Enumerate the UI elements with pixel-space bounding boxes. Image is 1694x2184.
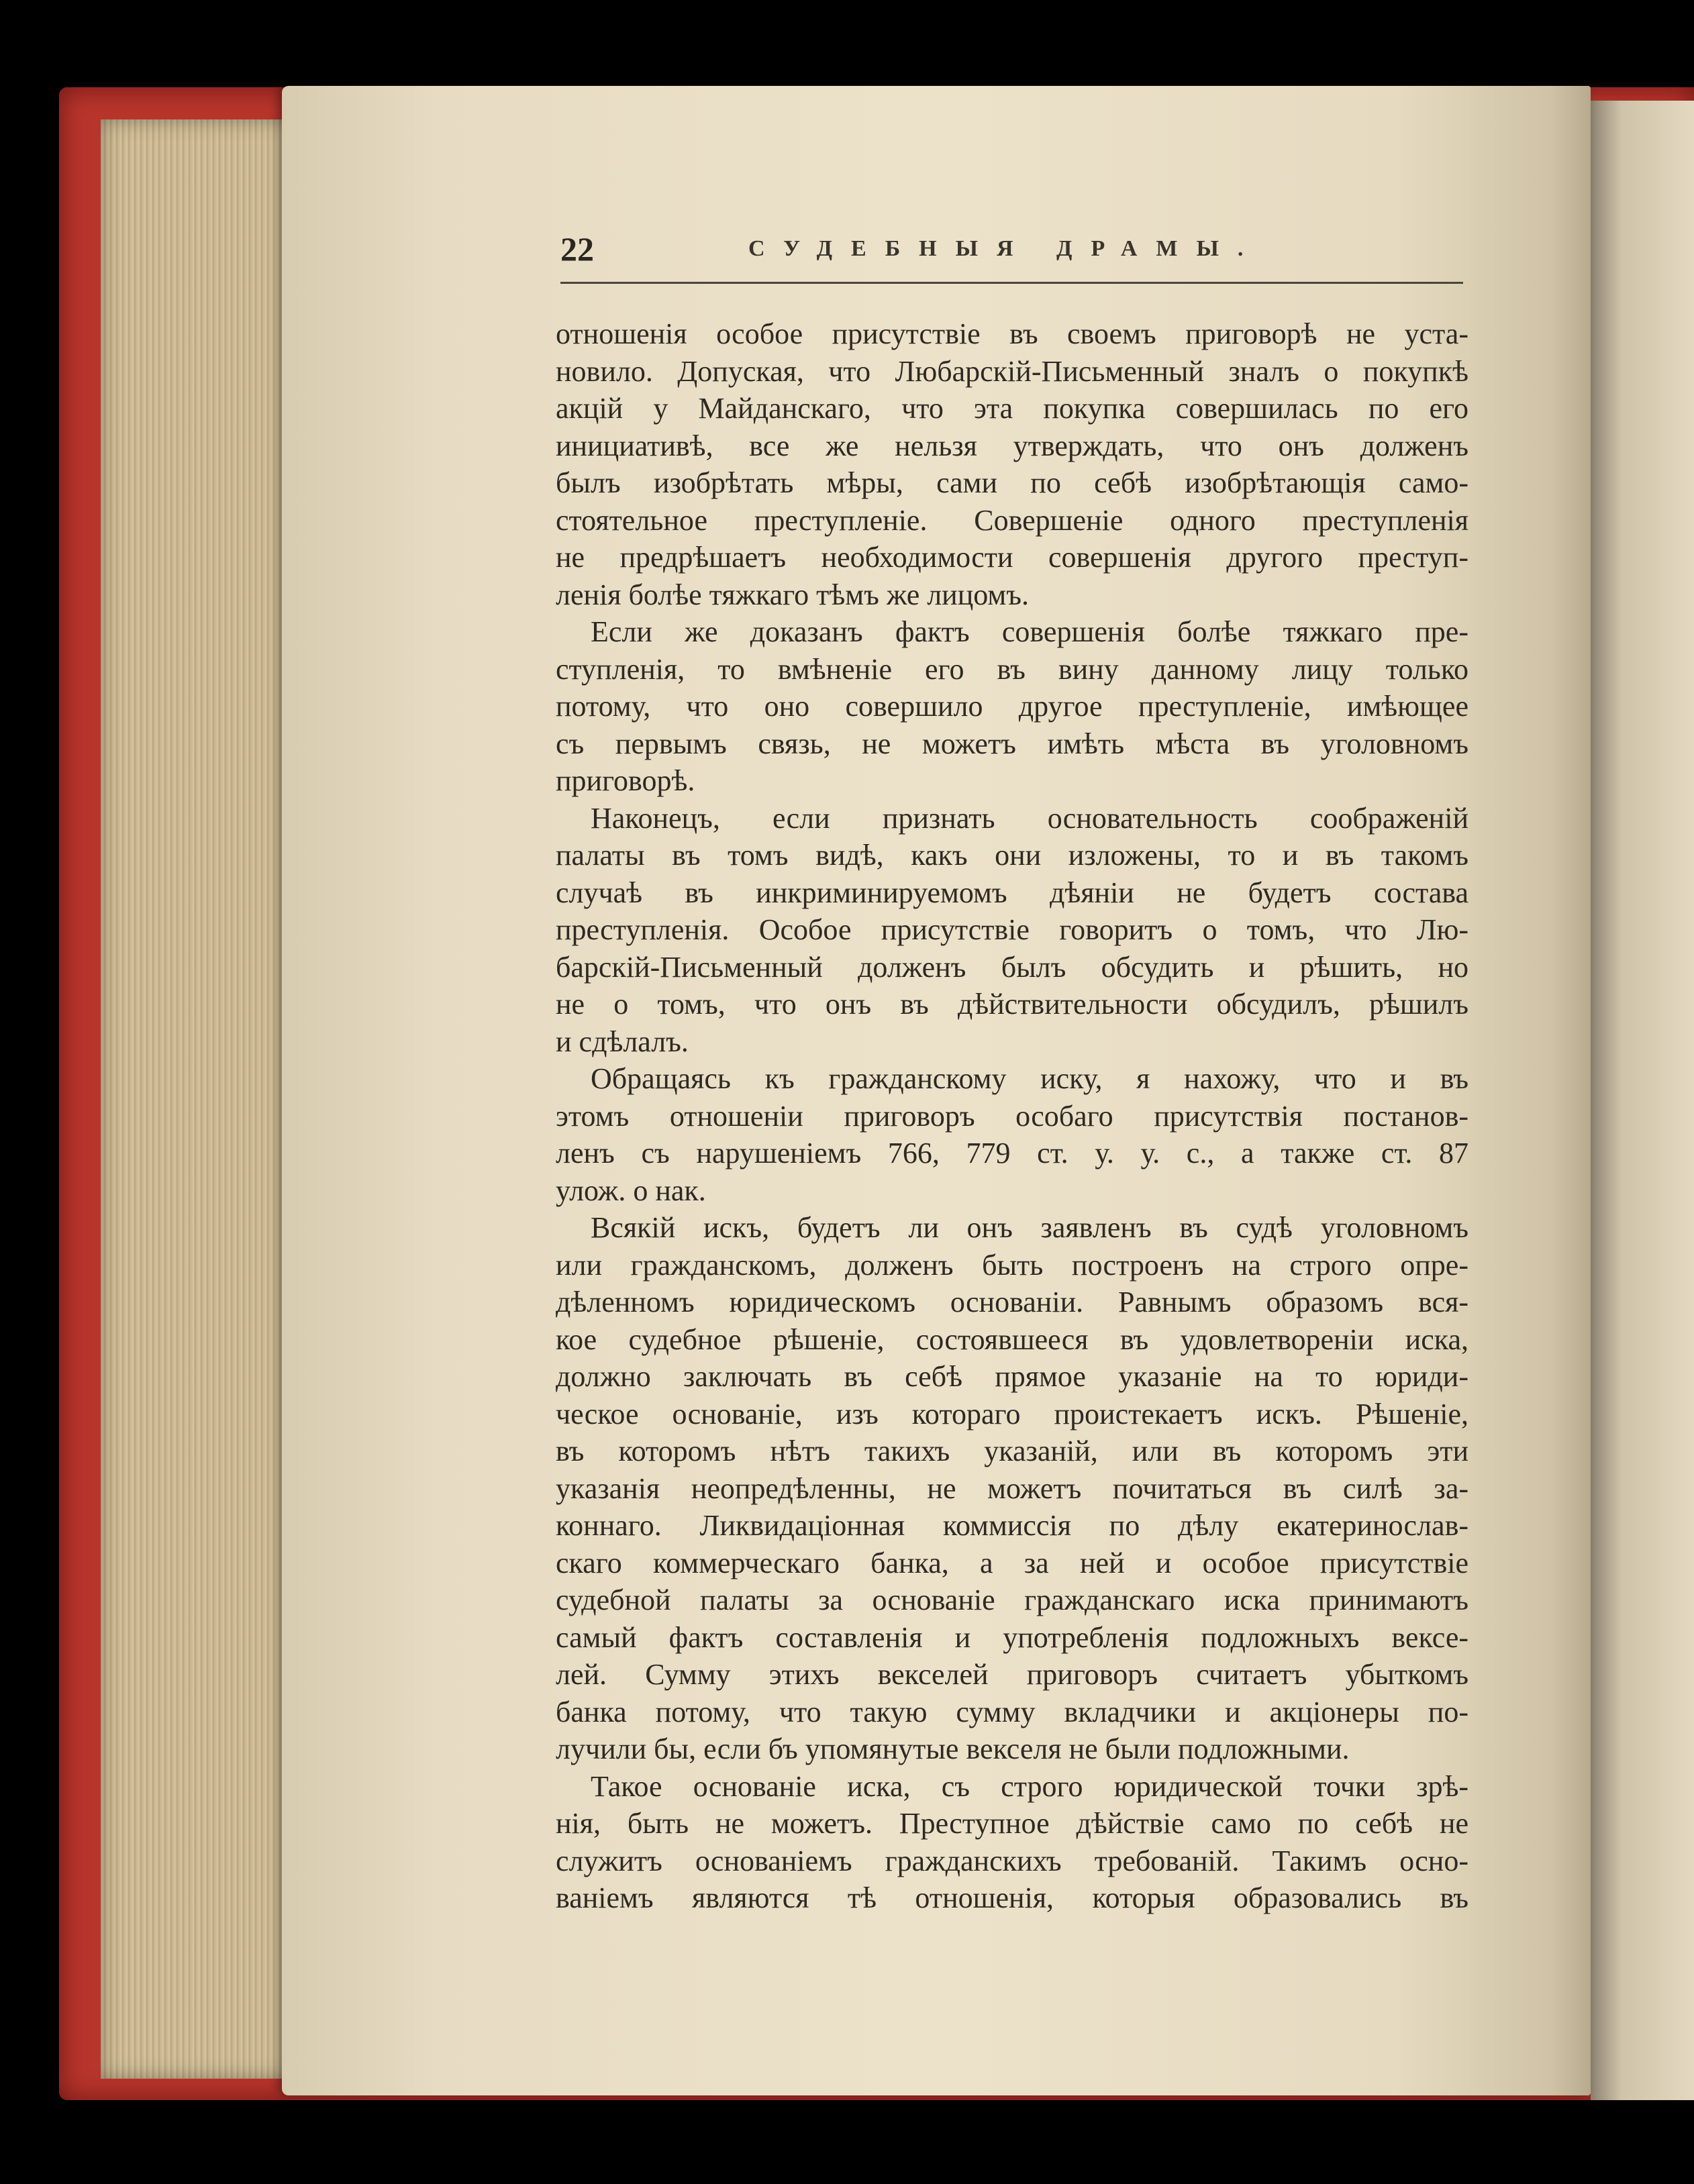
text-line: банка потому, что такую сумму вкладчики и акціонеры по- (556, 1695, 1468, 1728)
text-line: потому, что оно совершило другое преступленіе, имѣющее (556, 690, 1468, 723)
text-line: акцій у Майданскаго, что эта покупка совершилась по его (556, 392, 1468, 425)
header-rule (560, 282, 1463, 284)
text-line: Такое основаніе иска, съ строго юридической точки зрѣ- (591, 1769, 1468, 1803)
text-line: указанія неопредѣленны, не можетъ почитаться въ силѣ за- (556, 1471, 1468, 1505)
text-line: кое судебное рѣшеніе, состоявшееся въ удовлетвореніи иска, (556, 1322, 1468, 1356)
text-line: ленія болѣе тяжкаго тѣмъ же лицомъ. (556, 578, 1030, 611)
text-line: преступленія. Особое присутствіе говоритъ о томъ, что Лю- (556, 913, 1468, 946)
text-line: въ которомъ нѣтъ такихъ указаній, или въ которомъ эти (556, 1435, 1468, 1467)
text-line: скаго коммерческаго банка, а за ней и особое присутствіе (556, 1546, 1468, 1579)
facing-page-edge (1591, 101, 1694, 2100)
text-line: коннаго. Ликвидаціонная коммиссія по дѣлу екатеринослав- (556, 1509, 1468, 1542)
text-line: ступленія, то вмѣненіе его въ вину данному лицу только (556, 652, 1468, 686)
text-line: инициативѣ, все же нельзя утверждать, что онъ долженъ (556, 429, 1468, 462)
running-head (560, 229, 1463, 283)
text-line: или гражданскомъ, долженъ быть построенъ на строго опре- (556, 1248, 1468, 1282)
text-line: съ первымъ связь, не можетъ имѣть мѣста въ уголовномъ (556, 727, 1468, 760)
text-line: Если же доказанъ фактъ совершенія болѣе тяжкаго пре- (591, 615, 1468, 648)
text-line: лучили бы, если бъ упомянутые векселя не были подложными. (556, 1732, 1350, 1765)
text-line: отношенія особое присутствіе въ своемъ приговорѣ не уста- (556, 317, 1468, 350)
text-line: Всякій искъ, будетъ ли онъ заявленъ въ судѣ уголовномъ (591, 1211, 1468, 1244)
text-line: и сдѣлалъ. (556, 1025, 689, 1058)
text-line: должно заключать въ себѣ прямое указаніе на то юриди- (556, 1360, 1468, 1393)
text-line: служитъ основаніемъ гражданскихъ требованій. Такимъ осно- (556, 1844, 1468, 1877)
page-edges (101, 119, 302, 2079)
text-line: лей. Сумму этихъ векселей приговоръ считаетъ убыткомъ (556, 1658, 1468, 1691)
text-line: ваніемъ являются тѣ отношенія, которыя образовались въ (556, 1881, 1468, 1914)
text-line: былъ изобрѣтать мѣры, сами по себѣ изобрѣтающія само- (556, 466, 1468, 499)
text-line: приговорѣ. (556, 764, 695, 797)
text-line: случаѣ въ инкриминируемомъ дѣяніи не будетъ состава (556, 876, 1468, 909)
text-line: ленъ съ нарушеніемъ 766, 779 ст. у. у. с., а также ст. 87 (556, 1137, 1468, 1169)
text-line: Наконецъ, если признать основательность соображеній (591, 801, 1468, 835)
text-line: палаты въ томъ видѣ, какъ они изложены, то и въ такомъ (556, 839, 1468, 872)
text-line: улож. о нак. (556, 1174, 706, 1207)
text-line: самый фактъ составленія и употребленія подложныхъ вексе- (556, 1620, 1468, 1654)
running-title: СУДЕБНЫЯ ДРАМЫ. (748, 236, 1262, 261)
text-line: барскій-Письменный долженъ былъ обсудить и рѣшить, но (556, 950, 1468, 984)
text-line: дѣленномъ юридическомъ основаніи. Равнымъ образомъ вся- (556, 1286, 1468, 1318)
text-line: не предрѣшаетъ необходимости совершенія другого преступ- (556, 541, 1468, 574)
text-line: нія, быть не можетъ. Преступное дѣйствіе само по себѣ не (556, 1807, 1468, 1840)
page-number: 22 (560, 230, 594, 268)
text-line: ческое основаніе, изъ котораго проистекаетъ искъ. Рѣшеніе, (556, 1397, 1468, 1431)
text-line: не о томъ, что онъ въ дѣйствительности обсудилъ, рѣшилъ (556, 988, 1468, 1021)
text-line: стоятельное преступленіе. Совершеніе одного преступленія (556, 503, 1468, 537)
text-line: Обращаясь къ гражданскому иску, я нахожу, что и въ (591, 1062, 1468, 1095)
text-line: судебной палаты за основаніе гражданскаго иска принимаютъ (556, 1583, 1468, 1616)
text-line: этомъ отношеніи приговоръ особаго присутствія постанов- (556, 1099, 1468, 1133)
text-line: новило. Допуская, что Любарскій-Письменный зналъ о покупкѣ (556, 354, 1468, 388)
body-text (556, 315, 1468, 1917)
